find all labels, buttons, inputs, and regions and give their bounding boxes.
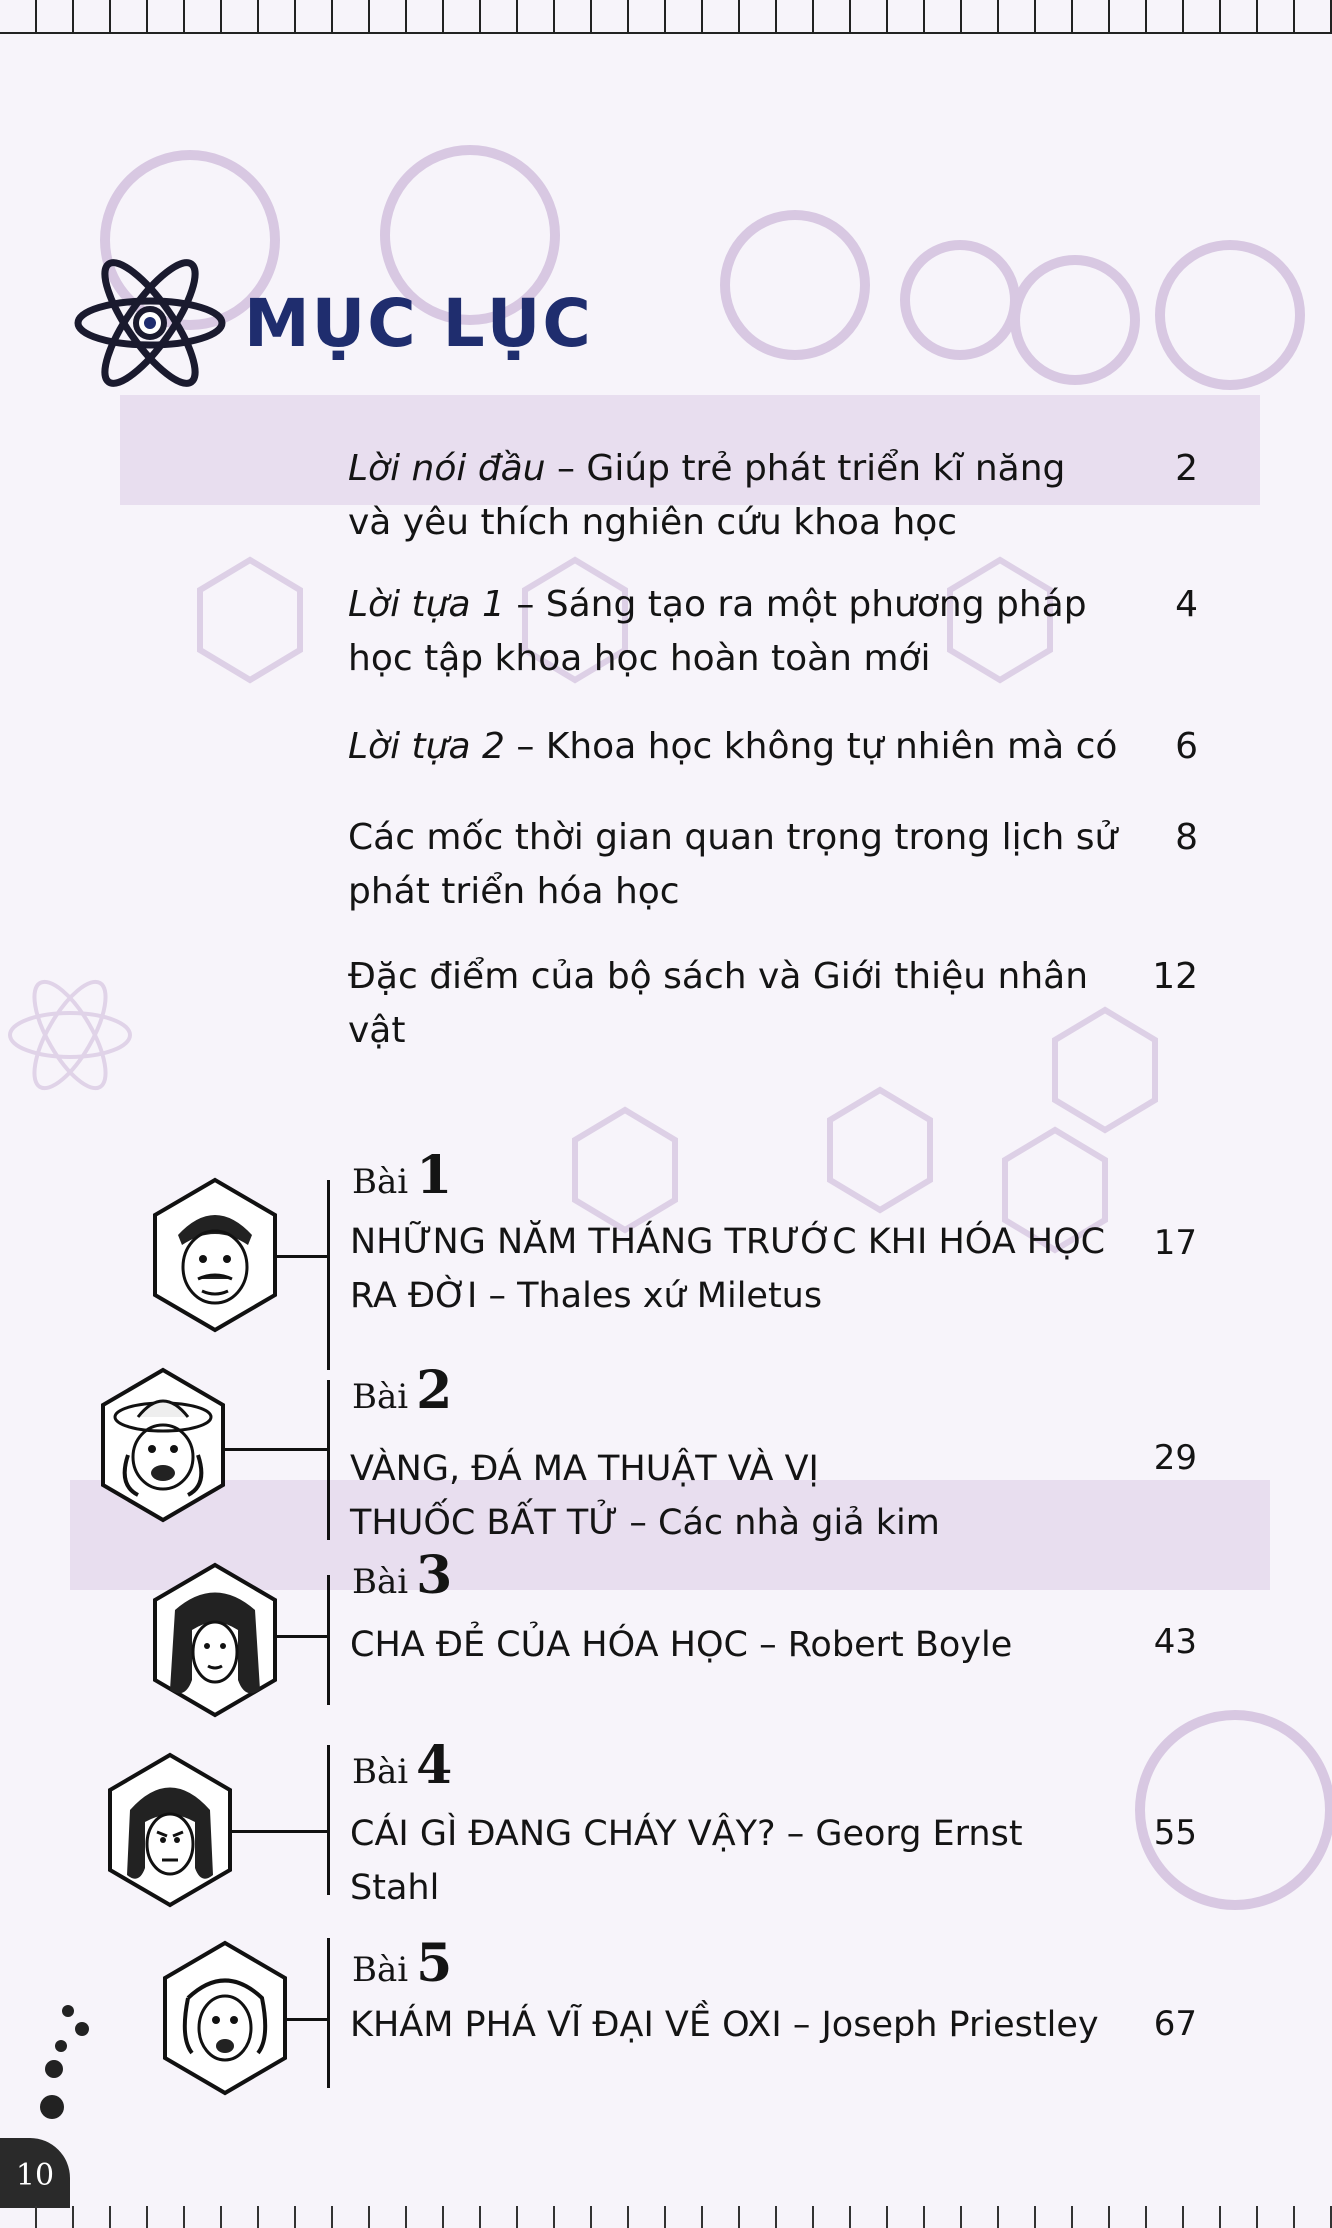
toc-entry[interactable] <box>348 811 1198 919</box>
toc-heading <box>70 258 593 388</box>
lesson-word: Bài <box>352 1162 409 1202</box>
bubble-decoration <box>45 2060 63 2078</box>
toc-entry-label-italic: Lời tựa 1 <box>348 584 505 625</box>
lesson-page: 29 <box>1153 1438 1197 1478</box>
toc-entry[interactable] <box>348 578 1198 686</box>
lesson-page: 67 <box>1153 2004 1197 2044</box>
toc-entry-title: – Sáng tạo ra một phương pháp học tập khoa học hoàn toàn mới <box>348 584 1087 679</box>
lesson-label <box>352 1933 452 1994</box>
toc-entry-label-italic: Lời nói đầu <box>348 448 546 489</box>
lesson-label <box>352 1735 452 1796</box>
lesson-word: Bài <box>352 1377 409 1417</box>
joseph-priestley-portrait-icon <box>160 1938 290 2098</box>
toc-entry-page: 12 <box>1152 956 1198 997</box>
page-number: 10 <box>0 2138 70 2208</box>
bubble-decoration <box>75 2022 89 2036</box>
lesson-number: 5 <box>416 1933 453 1994</box>
thales-portrait-icon <box>150 1175 280 1335</box>
toc-entry-page: 8 <box>1175 817 1198 858</box>
toc-entry-title: – Khoa học không tự nhiên mà có <box>504 726 1118 767</box>
robert-boyle-portrait-icon <box>150 1560 280 1720</box>
bubble-decoration <box>62 2005 74 2017</box>
atom-icon <box>70 258 230 388</box>
lesson-title: CHA ĐẺ CỦA HÓA HỌC – Robert Boyle <box>350 1625 1013 1665</box>
georg-stahl-portrait-icon <box>105 1750 235 1910</box>
lesson-label <box>352 1360 452 1421</box>
bubble-decoration <box>40 2095 64 2119</box>
toc-entry-title: – Giúp trẻ phát triển kĩ năng và yêu thích nghiên cứu khoa học <box>348 448 1066 543</box>
lesson-word: Bài <box>352 1562 409 1602</box>
toc-entry-title: Các mốc thời gian quan trọng trong lịch sử phát triển hóa học <box>348 817 1118 912</box>
toc-entry[interactable] <box>348 950 1198 1058</box>
lesson-word: Bài <box>352 1950 409 1990</box>
lesson-title: CÁI GÌ ĐANG CHÁY VẬY? – Georg Ernst Stahl <box>350 1814 1023 1908</box>
lesson-page: 55 <box>1153 1813 1197 1853</box>
lesson-page: 17 <box>1153 1223 1197 1263</box>
toc-entry-page: 2 <box>1175 448 1198 489</box>
lesson-page: 43 <box>1153 1622 1197 1662</box>
lesson-label <box>352 1545 452 1606</box>
lesson-number: 4 <box>416 1735 453 1796</box>
toc-entry[interactable] <box>348 442 1198 550</box>
page-title: MỤC LỤC <box>244 284 593 362</box>
bottom-ruler-decoration <box>0 2206 1332 2228</box>
lesson-word: Bài <box>352 1752 409 1792</box>
toc-entry-page: 6 <box>1175 726 1198 767</box>
toc-entry-label-italic: Lời tựa 2 <box>348 726 505 767</box>
toc-entry-title: Đặc điểm của bộ sách và Giới thiệu nhân vật <box>348 956 1089 1051</box>
lesson-label <box>352 1145 452 1206</box>
alchemist-portrait-icon <box>98 1365 228 1525</box>
lesson-number: 3 <box>416 1545 453 1606</box>
toc-entry[interactable] <box>348 720 1198 774</box>
toc-entry-page: 4 <box>1175 584 1198 625</box>
lesson-number: 1 <box>416 1145 453 1206</box>
lesson-number: 2 <box>416 1360 453 1421</box>
bubble-decoration <box>55 2040 67 2052</box>
lesson-title: KHÁM PHÁ VĨ ĐẠI VỀ OXI – Joseph Priestley <box>350 2005 1099 2045</box>
lesson-title: NHỮNG NĂM THÁNG TRƯỚC KHI HÓA HỌC RA ĐỜI – Thales xứ Miletus <box>350 1222 1106 1316</box>
lesson-title: VÀNG, ĐÁ MA THUẬT VÀ VỊ THUỐC BẤT TỬ – Các nhà giả kim <box>350 1449 940 1543</box>
